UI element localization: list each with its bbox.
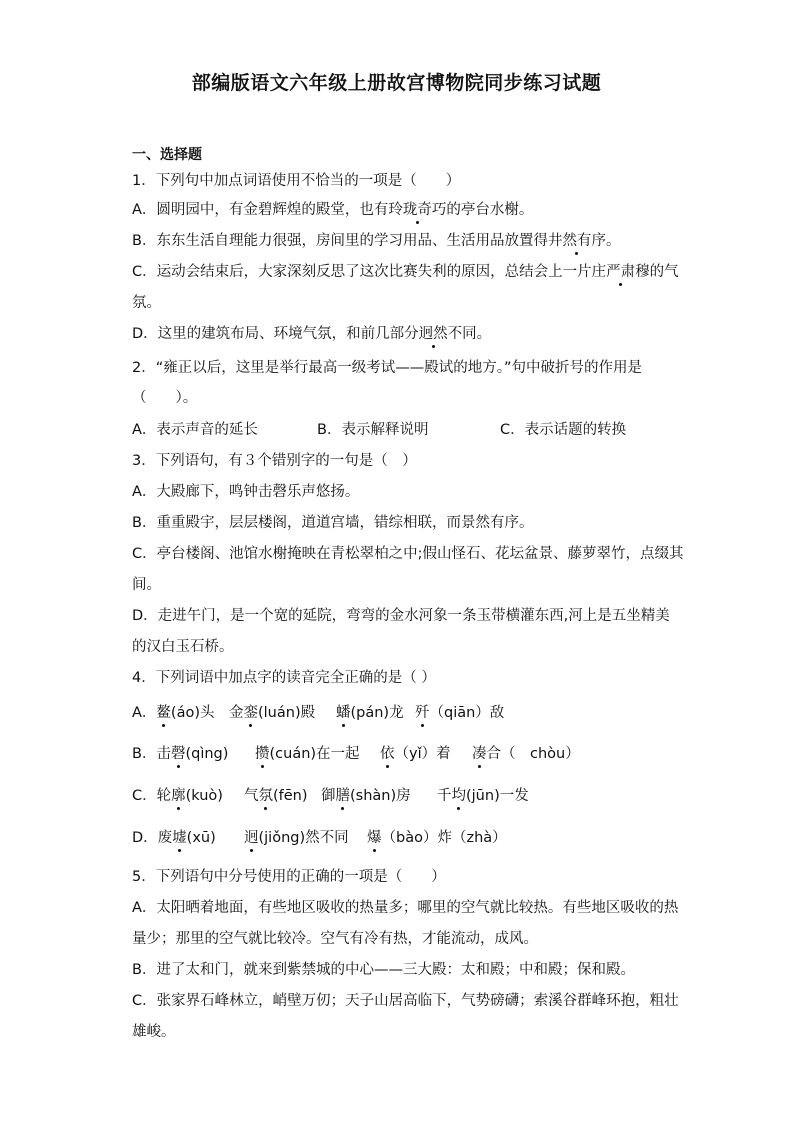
dotted-char: 蟠 <box>336 705 351 721</box>
dotted-char: 爆 <box>367 830 382 846</box>
dotted-char: 攒 <box>255 746 270 762</box>
dotted-word: 迥然 <box>418 326 448 342</box>
question-5-option-c: C．张家界石峰林立，峭壁万仞；天子山居高临下，气势磅礴；索溪谷群峰环抱，粗壮 <box>132 993 679 1009</box>
dotted-char: 凑 <box>472 746 487 762</box>
question-2-option-b: B．表示解释说明 <box>317 422 429 438</box>
dotted-char: 墟 <box>172 830 187 846</box>
question-2-option-c: C．表示话题的转换 <box>500 422 627 438</box>
dotted-char: 銮 <box>243 705 258 721</box>
question-4-stem: 4．下列词语中加点字的读音完全正确的是（ ） <box>132 670 436 686</box>
question-3-option-b: B．重重殿宇，层层楼阁，道道宫墙，错综相联，而景然有序。 <box>132 515 534 531</box>
dotted-word: 井然有序 <box>547 233 606 249</box>
question-1-option-c-cont: 氛。 <box>132 295 161 311</box>
question-5-stem: 5．下列语句中分号使用的正确的一项是（ ） <box>132 869 446 885</box>
question-3-option-d-cont: 的汉白玉石桥。 <box>132 639 234 655</box>
question-2-stem: 2．“雍正以后，这里是举行最高一级考试——殿试的地方。”句中破折号的作用是 <box>132 360 642 376</box>
question-4-option-c: C．轮廓(kuò) 气氛(fēn) 御膳(shàn)房 千均(jūn)一发 <box>132 788 529 804</box>
dotted-char: 均 <box>451 788 466 804</box>
dotted-word: 玲珑奇巧 <box>388 202 447 218</box>
question-3-option-c-cont: 间。 <box>132 577 161 593</box>
dotted-char: 鳌 <box>156 705 171 721</box>
question-3-option-c: C．亭台楼阁、池馆水榭掩映在青松翠柏之中;假山怪石、花坛盆景、藤萝翠竹，点缀其 <box>132 546 684 562</box>
question-4-option-a: A．鳌(áo)头 金銮(luán)殿 蟠(pán)龙 歼（qiān）敌 <box>132 705 505 721</box>
question-1-option-d: D．这里的建筑布局、环境气氛，和前几部分迥然不同。 <box>132 326 492 342</box>
question-1-stem: 1．下列句中加点词语使用不恰当的一项是（ ） <box>132 173 461 189</box>
dotted-char: 迥 <box>244 830 259 846</box>
question-3-stem: 3．下列语句，有３个错别字的一句是（ ） <box>132 453 417 469</box>
question-5-option-a-cont: 量少；那里的空气就比较冷。空气有冷有热，才能流动，成风。 <box>132 931 538 947</box>
question-1-option-b: B．东东生活自理能力很强，房间里的学习用品、生活用品放置得井然有序。 <box>132 233 621 249</box>
question-3-option-d: D．走进午门，是一个宽的延院，弯弯的金水河象一条玉带横灌东西,河上是五坐精美 <box>132 608 670 624</box>
question-2-stem-cont: （ ）。 <box>132 390 198 406</box>
section-heading: 一、选择题 <box>132 147 202 163</box>
dotted-char: 歼 <box>415 705 430 721</box>
dotted-word: 庄严肃穆 <box>591 264 650 280</box>
question-2-option-a: A．表示声音的延长 <box>132 422 258 438</box>
question-1-option-a: A．圆明园中，有金碧辉煌的殿堂，也有玲珑奇巧的亭台水榭。 <box>132 202 534 218</box>
question-1-option-c: C．运动会结束后，大家深刻反思了这次比赛失利的原因，总结会上一片庄严肃穆的气 <box>132 264 679 280</box>
dotted-char: 膳 <box>335 788 350 804</box>
dotted-char: 廓 <box>171 788 186 804</box>
question-2-options <box>132 420 632 440</box>
question-4-option-d: D．废墟(xū) 迥(jiǒng)然不同 爆（bào）炸（zhà） <box>132 830 507 846</box>
dotted-char: 氛 <box>258 788 273 804</box>
page-title: 部编版语文六年级上册故宫博物院同步练习试题 <box>191 72 602 94</box>
question-5-option-a: A．太阳晒着地面，有些地区吸收的热量多；哪里的空气就比较热。有些地区吸收的热 <box>132 900 679 916</box>
question-5-option-c-cont: 雄峻。 <box>132 1024 176 1040</box>
dotted-char: 磬 <box>170 746 186 762</box>
question-3-option-a: A．大殿廊下，鸣钟击磬乐声悠扬。 <box>132 484 360 500</box>
dotted-char: 依 <box>380 746 395 762</box>
question-4-option-b: B．击磬(qìng) 攒(cuán)在一起 依（yǐ）着 凑合（ chòu） <box>132 746 580 762</box>
question-5-option-b: B．进了太和门，就来到紫禁城的中心——三大殿：太和殿；中和殿；保和殿。 <box>132 962 635 978</box>
